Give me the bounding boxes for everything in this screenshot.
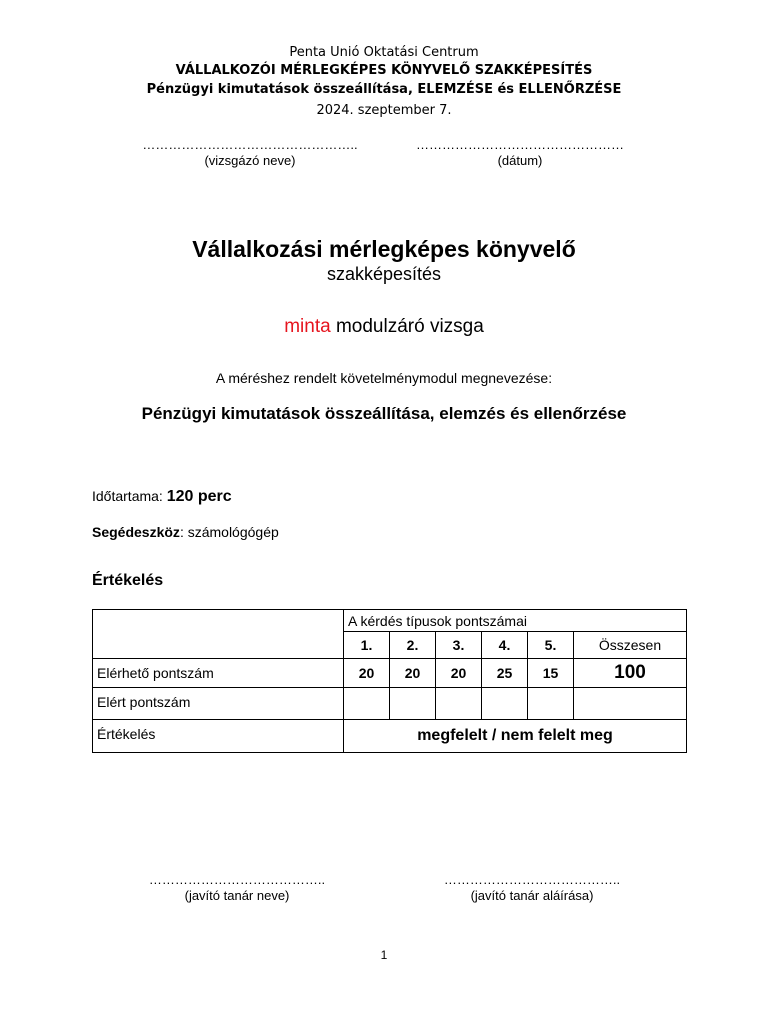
- evaluation-heading: Értékelés: [92, 572, 164, 589]
- grader-name-label: (javító tanár neve): [184, 888, 290, 903]
- max-points-2: 20: [390, 659, 436, 688]
- achieved-points-total[interactable]: [574, 688, 687, 720]
- max-points-3: 20: [436, 659, 482, 688]
- table-row: [93, 720, 687, 753]
- table-row: [93, 659, 687, 688]
- requirement-label: A méréshez rendelt követelménymodul megnevezése:: [215, 370, 553, 386]
- result-value: megfelelt / nem felelt meg: [344, 720, 687, 753]
- candidate-name-label: (vizsgázó neve): [204, 153, 296, 168]
- column-header-1: 1.: [344, 632, 390, 659]
- duration-value: 120 perc: [166, 488, 232, 505]
- achieved-points-4[interactable]: [482, 688, 528, 720]
- achieved-points-3[interactable]: [436, 688, 482, 720]
- tools-value: : számológógép: [179, 524, 279, 540]
- header-subject: Pénzügyi kimutatások összeállítása, ELEMZÉSE és ELLENŐRZÉSE: [146, 82, 622, 97]
- header-org: Penta Unió Oktatási Centrum: [289, 45, 479, 60]
- column-header-3: 3.: [436, 632, 482, 659]
- grader-signature-line: …………………………………..: [443, 872, 621, 887]
- module-name: Pénzügyi kimutatások összeállítása, elemzés és ellenőrzése: [141, 404, 627, 423]
- max-points-4: 25: [482, 659, 528, 688]
- column-header-total: Összesen: [574, 632, 687, 659]
- exam-type-rest: modulzáró vizsga: [330, 316, 484, 337]
- achieved-points-2[interactable]: [390, 688, 436, 720]
- column-header-2: 2.: [390, 632, 436, 659]
- header-date: 2024. szeptember 7.: [316, 103, 452, 118]
- score-table: [92, 609, 687, 753]
- page-number: 1: [380, 948, 388, 962]
- max-points-label: Elérhető pontszám: [93, 659, 344, 688]
- column-header-5: 5.: [528, 632, 574, 659]
- achieved-points-label: Elért pontszám: [93, 688, 344, 720]
- header-qualification: VÁLLALKOZÓI MÉRLEGKÉPES KÖNYVELŐ SZAKKÉPESÍTÉS: [175, 63, 593, 78]
- date-line: …………………………………………: [416, 137, 624, 152]
- max-points-5: 15: [528, 659, 574, 688]
- date-label: (dátum): [497, 153, 543, 168]
- table-corner-cell: [93, 610, 344, 659]
- max-points-total: 100: [574, 659, 687, 688]
- column-header-4: 4.: [482, 632, 528, 659]
- result-label: Értékelés: [93, 720, 344, 753]
- achieved-points-5[interactable]: [528, 688, 574, 720]
- max-points-1: 20: [344, 659, 390, 688]
- achieved-points-1[interactable]: [344, 688, 390, 720]
- exam-title: Vállalkozási mérlegképes könyvelő: [192, 236, 576, 262]
- candidate-name-line: …………………………………………..: [142, 137, 358, 152]
- duration-row: [92, 488, 232, 506]
- exam-type: [0, 316, 768, 338]
- exam-subtitle: szakképesítés: [326, 264, 442, 284]
- grader-signature-label: (javító tanár aláírása): [470, 888, 594, 903]
- tools-label: Segédeszköz: [92, 524, 180, 540]
- tools-row: [92, 524, 279, 540]
- duration-label: Időtartama:: [92, 488, 167, 504]
- grader-name-line: …………………………………..: [148, 872, 326, 887]
- minta-highlight: minta: [284, 316, 331, 337]
- table-group-header: A kérdés típusok pontszámai: [344, 610, 687, 632]
- table-row: [93, 688, 687, 720]
